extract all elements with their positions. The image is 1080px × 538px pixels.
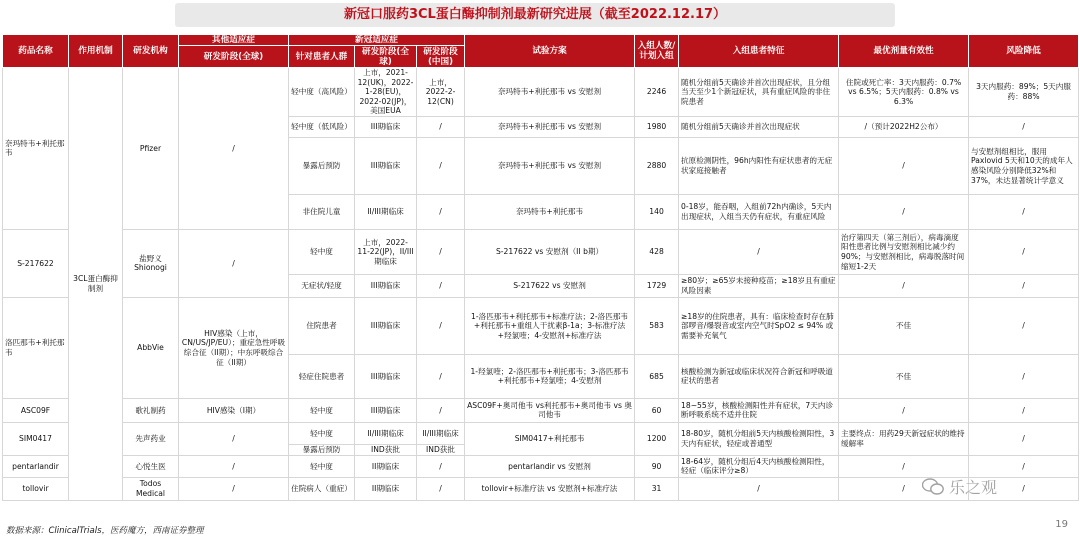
- efficacy-cell: /: [839, 274, 969, 297]
- population-cell: 非住院儿童: [289, 194, 355, 229]
- stage-china-cell: /: [417, 455, 465, 477]
- enroll-cell: 583: [635, 297, 679, 354]
- population-cell: 无症状/轻度: [289, 274, 355, 297]
- stage-china-cell: /: [417, 229, 465, 274]
- trial-cell: S-217622 vs 安慰剂: [465, 274, 635, 297]
- other-indication-cell: HIV感染（I期）: [179, 398, 289, 422]
- stage-global-cell: II/III期临床: [355, 194, 417, 229]
- header-efficacy: 最优剂量有效性: [839, 35, 969, 68]
- trial-cell: S-217622 vs 安慰剂（II b期）: [465, 229, 635, 274]
- watermark: [922, 475, 997, 498]
- population-cell: 轻中度: [289, 398, 355, 422]
- drug-cell: S-217622: [3, 229, 69, 297]
- risk-cell: /: [969, 116, 1079, 137]
- efficacy-cell: 治疗第四天（第三剂后），病毒滴度阳性患者比例与安慰剂相比减少约90%；与安慰剂相比，病毒脱落时间缩短1-2天: [839, 229, 969, 274]
- stage-china-cell: /: [417, 354, 465, 398]
- trial-cell: ASC09F+奥司他韦 vs利托那韦+奥司他韦 vs 奥司他韦: [465, 398, 635, 422]
- table-row: [3, 455, 1079, 477]
- stage-china-cell: 上市，2022-2-12(CN): [417, 68, 465, 117]
- population-cell: 轻中度（低风险）: [289, 116, 355, 137]
- stage-global-cell: III期临床: [355, 116, 417, 137]
- criteria-cell: 核酸检测为新冠或临床状况符合新冠和呼吸道症状的患者: [679, 354, 839, 398]
- header-risk: 风险降低: [969, 35, 1079, 68]
- criteria-cell: 随机分组前5天确诊并首次出现症状，且分组当天至少1个新冠症状，具有重症风险的非住院患者: [679, 68, 839, 117]
- population-cell: 轻中度: [289, 422, 355, 444]
- risk-cell: /: [969, 398, 1079, 422]
- population-cell: 暴露后预防: [289, 444, 355, 455]
- header-enroll: 入组人数/计划入组: [635, 35, 679, 68]
- risk-cell: /: [969, 274, 1079, 297]
- trial-cell: 奈玛特韦+利托那韦: [465, 194, 635, 229]
- trial-cell: 奈玛特韦+利托那韦 vs 安慰剂: [465, 137, 635, 194]
- stage-global-cell: III期临床: [355, 297, 417, 354]
- trial-cell: pentarlandir vs 安慰剂: [465, 455, 635, 477]
- trial-cell: 1-羟氯喹；2-洛匹那韦+利托那韦；3-洛匹那韦+利托那韦+羟氯喹；4-安慰剂: [465, 354, 635, 398]
- header-other-stage: 研发阶段(全球): [179, 46, 289, 68]
- risk-cell: /: [969, 354, 1079, 398]
- criteria-cell: ≥80岁；≥65岁未接种疫苗；≥18岁且有重症风险因素: [679, 274, 839, 297]
- efficacy-cell: /: [839, 398, 969, 422]
- risk-cell: 3天内服药：89%；5天内服药：88%: [969, 68, 1079, 117]
- stage-china-cell: /: [417, 477, 465, 500]
- header-mechanism: 作用机制: [69, 35, 123, 68]
- stage-global-cell: III期临床: [355, 398, 417, 422]
- enroll-cell: 1980: [635, 116, 679, 137]
- org-cell: 先声药业: [123, 422, 179, 455]
- population-cell: 轻症住院患者: [289, 354, 355, 398]
- enroll-cell: 428: [635, 229, 679, 274]
- header-org: 研发机构: [123, 35, 179, 68]
- criteria-cell: /: [679, 477, 839, 500]
- trial-cell: 奈玛特韦+利托那韦 vs 安慰剂: [465, 116, 635, 137]
- trial-cell: SIM0417+利托那韦: [465, 422, 635, 455]
- header-criteria: 入组患者特征: [679, 35, 839, 68]
- population-cell: 住院患者: [289, 297, 355, 354]
- stage-china-cell: /: [417, 116, 465, 137]
- stage-global-cell: 上市，2021-12(UK)，2022-1-28(EU)，2022-02(JP)，美国EUA: [355, 68, 417, 117]
- trials-table: [2, 34, 1079, 501]
- criteria-cell: 18-64岁，随机分组后4天内核酸检测阳性，轻症（临床评分≥8）: [679, 455, 839, 477]
- enroll-cell: 31: [635, 477, 679, 500]
- efficacy-cell: 不佳: [839, 354, 969, 398]
- enroll-cell: 2880: [635, 137, 679, 194]
- header-target-pop: 针对患者人群: [289, 46, 355, 68]
- mechanism-cell: 3CL蛋白酶抑制剂: [69, 68, 123, 501]
- trial-cell: 1-洛匹那韦+利托那韦+标准疗法；2-洛匹那韦+利托那韦+重组人干扰素β-1a；3-标准疗法+羟氯喹；4-安慰剂+标准疗法: [465, 297, 635, 354]
- stage-global-cell: II/III期临床: [355, 422, 417, 444]
- population-cell: 暴露后预防: [289, 137, 355, 194]
- stage-china-cell: IND获批: [417, 444, 465, 455]
- criteria-cell: 18~55岁，核酸检测阳性并有症状，7天内诊断呼吸系统不适并住院: [679, 398, 839, 422]
- stage-global-cell: III期临床: [355, 274, 417, 297]
- other-indication-cell: /: [179, 455, 289, 477]
- criteria-cell: 18-80岁，随机分组前5天内核酸检测阳性，3天内有症状，轻症或普通型: [679, 422, 839, 455]
- page-number: 19: [1055, 519, 1068, 530]
- table-row: [3, 477, 1079, 500]
- stage-china-cell: /: [417, 274, 465, 297]
- enroll-cell: 60: [635, 398, 679, 422]
- enroll-cell: 140: [635, 194, 679, 229]
- efficacy-cell: 住院或死亡率：3天内服药：0.7% vs 6.5%；5天内服药：0.8% vs 6.3%: [839, 68, 969, 117]
- efficacy-cell: /: [839, 477, 969, 500]
- criteria-cell: 0-18岁，能吞咽，入组前72h内确诊，5天内出现症状，入组当天仍有症状，有重症风险: [679, 194, 839, 229]
- risk-cell: /: [969, 297, 1079, 354]
- risk-cell: /: [969, 455, 1079, 477]
- other-indication-cell: /: [179, 229, 289, 297]
- stage-china-cell: /: [417, 137, 465, 194]
- page-title: 新冠口服药3CL蛋白酶抑制剂最新研究进展（截至2022.12.17）: [175, 3, 895, 27]
- table-row: [3, 422, 1079, 444]
- risk-cell: /: [969, 477, 1079, 500]
- header-drug: 药品名称: [3, 35, 69, 68]
- efficacy-cell: 主要终点：用药29天新冠症状的维持缓解率: [839, 422, 969, 455]
- header-covid-group: 新冠适应症: [289, 35, 465, 46]
- other-indication-cell: HIV感染（上市，CN/US/JP/EU）；重症急性呼吸综合征（II期）；中东呼吸综合征（II期）: [179, 297, 289, 398]
- org-cell: 心悦生医: [123, 455, 179, 477]
- org-cell: Pfizer: [123, 68, 179, 230]
- enroll-cell: 685: [635, 354, 679, 398]
- header-stage-china: 研发阶段(中国): [417, 46, 465, 68]
- stage-global-cell: 上市，2022-11-22(JP)，II/III期临床: [355, 229, 417, 274]
- table-row: [3, 398, 1079, 422]
- stage-global-cell: III期临床: [355, 354, 417, 398]
- chat-bubble-icon: [922, 478, 944, 496]
- population-cell: 轻中度: [289, 229, 355, 274]
- watermark-text: 乐之观: [949, 478, 998, 497]
- trial-cell: 奈玛特韦+利托那韦 vs 安慰剂: [465, 68, 635, 117]
- enroll-cell: 1729: [635, 274, 679, 297]
- drug-cell: ASC09F: [3, 398, 69, 422]
- efficacy-cell: /: [839, 194, 969, 229]
- drug-cell: SIM0417: [3, 422, 69, 455]
- stage-china-cell: /: [417, 194, 465, 229]
- drug-cell: 洛匹那韦+利托那韦: [3, 297, 69, 398]
- enroll-cell: 1200: [635, 422, 679, 455]
- other-indication-cell: /: [179, 68, 289, 230]
- org-cell: 歌礼制药: [123, 398, 179, 422]
- criteria-cell: /: [679, 229, 839, 274]
- header-other-group: 其他适应症: [179, 35, 289, 46]
- population-cell: 轻中度（高风险）: [289, 68, 355, 117]
- risk-cell: /: [969, 229, 1079, 274]
- drug-cell: tollovir: [3, 477, 69, 500]
- other-indication-cell: /: [179, 422, 289, 455]
- risk-cell: /: [969, 422, 1079, 455]
- efficacy-cell: /: [839, 455, 969, 477]
- efficacy-cell: /（预计2022H2公布）: [839, 116, 969, 137]
- stage-global-cell: II期临床: [355, 455, 417, 477]
- stage-global-cell: IND获批: [355, 444, 417, 455]
- risk-cell: /: [969, 194, 1079, 229]
- efficacy-cell: 不佳: [839, 297, 969, 354]
- population-cell: 住院病人（重症）: [289, 477, 355, 500]
- population-cell: 轻中度: [289, 455, 355, 477]
- header-stage-global: 研发阶段(全球): [355, 46, 417, 68]
- enroll-cell: 90: [635, 455, 679, 477]
- trial-cell: tollovir+标准疗法 vs 安慰剂+标准疗法: [465, 477, 635, 500]
- risk-cell: 与安慰剂组相比，服用Paxlovid 5天和10天的成年人感染风险分别降低32%和37%，未达显著统计学意义: [969, 137, 1079, 194]
- drug-cell: pentarlandir: [3, 455, 69, 477]
- other-indication-cell: /: [179, 477, 289, 500]
- org-cell: 盐野义 Shionogi: [123, 229, 179, 297]
- criteria-cell: ≥18岁的住院患者，具有：临床检查时存在肺部啰音/爆裂音或室内空气时SpO2 ≤ 94% 或需要补充氧气: [679, 297, 839, 354]
- stage-china-cell: II/III期临床: [417, 422, 465, 444]
- criteria-cell: 抗原检测阴性，96h内阳性有症状患者的无症状家庭接触者: [679, 137, 839, 194]
- stage-global-cell: III期临床: [355, 137, 417, 194]
- drug-cell: 奈玛特韦+利托那韦: [3, 68, 69, 230]
- stage-china-cell: /: [417, 297, 465, 354]
- table-row: [3, 68, 1079, 117]
- org-cell: Todos Medical: [123, 477, 179, 500]
- org-cell: AbbVie: [123, 297, 179, 398]
- table-row: [3, 229, 1079, 274]
- header-trial: 试验方案: [465, 35, 635, 68]
- stage-global-cell: II期临床: [355, 477, 417, 500]
- source-note: 数据来源：ClinicalTrials，医药魔方，西南证券整理: [6, 526, 204, 536]
- efficacy-cell: /: [839, 137, 969, 194]
- table-row: [3, 297, 1079, 354]
- stage-china-cell: /: [417, 398, 465, 422]
- enroll-cell: 2246: [635, 68, 679, 117]
- criteria-cell: 随机分组前5天确诊并首次出现症状: [679, 116, 839, 137]
